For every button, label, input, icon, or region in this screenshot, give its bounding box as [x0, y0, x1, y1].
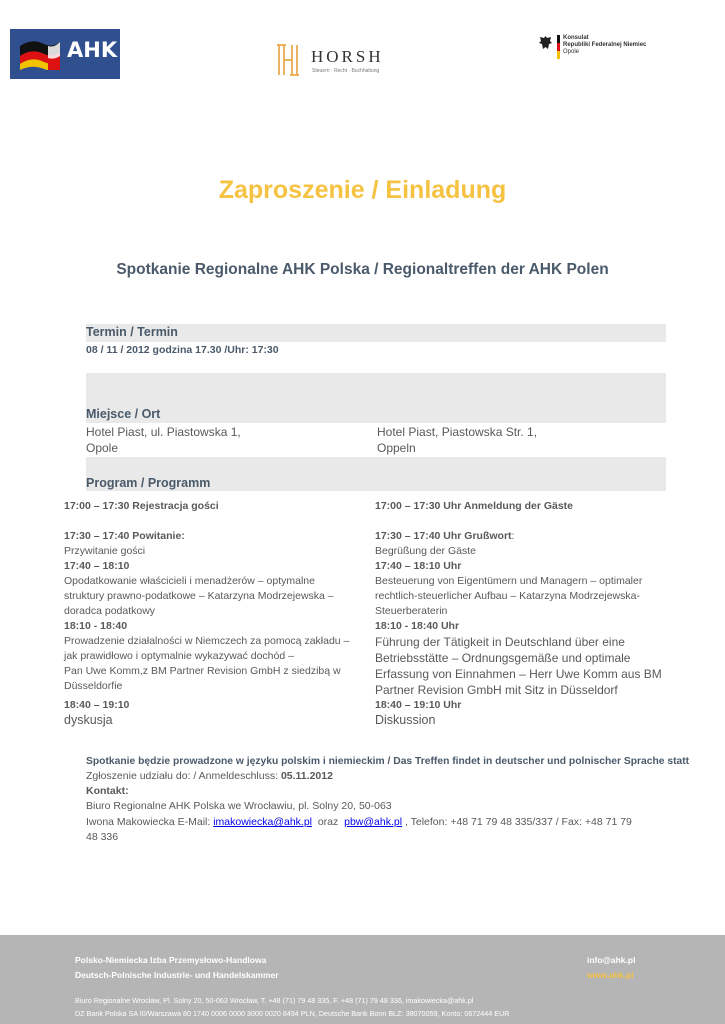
footer: [0, 935, 725, 1024]
miejsce-de: [377, 424, 537, 456]
de-t4-text: Diskussion: [375, 713, 436, 727]
pl-t2-line-2: struktury prawno-podatkowe – Katarzyna Modrzejewska –: [64, 590, 334, 602]
deadline-value: 05.11.2012: [280, 770, 333, 782]
program-pl: [64, 499, 349, 728]
de-registration: 17:00 – 17:30 Uhr Anmeldung der Gäste: [375, 500, 574, 512]
oraz-text: oraz: [312, 816, 345, 828]
contact-person: Iwona Makowiecka E-Mail:: [86, 816, 214, 828]
pl-t2-time: 17:40 – 18:10: [64, 560, 130, 572]
de-t3-line-4: Partner Revision GmbH mit Sitz in Düsseldorf: [375, 683, 618, 697]
pl-t4-text: dyskusja: [64, 713, 113, 727]
ahk-logo: [10, 29, 120, 79]
flag-icon: [20, 38, 60, 70]
pl-t4-time: 18:40 – 19:10: [64, 699, 130, 711]
miejsce-pl: [86, 424, 241, 456]
deadline-line: [86, 769, 333, 784]
de-t3-line-3: Erfassung von Einnahmen – Herr Uwe Komm aus BM: [375, 667, 662, 681]
eagle-icon: [538, 35, 553, 51]
program-label: Program / Programm: [86, 476, 211, 490]
consulate-line-3: Opole: [563, 49, 580, 55]
consulate-line-2: Republiki Federalnej Niemiec: [563, 42, 647, 48]
miejsce-label: Miejsce / Ort: [86, 407, 161, 421]
horsh-name: HORSH: [311, 47, 384, 66]
de-t3-line-2: Betriebsstätte – Ordnungsgemäße und optimale: [375, 651, 631, 665]
de-welcome-text: Begrüßung der Gäste: [375, 545, 476, 557]
de-t2-time: 17:40 – 18:10 Uhr: [375, 560, 462, 572]
phone-cont: 48 336: [86, 831, 119, 843]
pl-t3-line-1: Prowadzenie działalności w Niemczech za pomocą zakładu –: [64, 635, 350, 647]
consulate-logo: [538, 35, 668, 75]
program-de: [375, 499, 662, 728]
de-t2-line-1: Besteuerung von Eigentümern und Managern – optimaler: [375, 575, 643, 587]
deadline-label: Zgłoszenie udziału do: / Anmeldeschluss:: [86, 770, 281, 782]
pl-t2-line-3: doradca podatkowy: [64, 605, 156, 617]
de-welcome-time: 17:30 – 17:40 Uhr Grußwort: [375, 530, 512, 542]
de-t2-line-3: Steuerberaterin: [375, 605, 448, 617]
footer-email: info@ahk.pl: [587, 955, 636, 965]
contact-label: Kontakt:: [86, 785, 129, 797]
miejsce-band: [86, 373, 666, 423]
pl-welcome-text: Przywitanie gości: [64, 545, 146, 557]
de-t4-time: 18:40 – 19:10 Uhr: [375, 699, 462, 711]
pl-registration: 17:00 – 17:30 Rejestracja gości: [64, 500, 219, 512]
german-flag-bar-icon: [557, 35, 560, 59]
pl-t3-line-4: Düsseldorfie: [64, 680, 123, 692]
contact-person-line: [86, 815, 632, 830]
miejsce-de-line-2: Oppeln: [377, 441, 416, 455]
email-link-pbw[interactable]: pbw@ahk.pl: [344, 816, 403, 828]
footer-org-de: Deutsch-Polnische Industrie- und Handelskammer: [75, 970, 279, 980]
consulate-line-1: Konsulat: [563, 35, 589, 41]
footer-bank: DZ Bank Polska SA I0/Warszawa 80 1740 0006 0000 3000 0020 8494 PLN, Deutsche Bank Bonn BLZ: 38070059, Konto: 0672444 EUR: [75, 1009, 510, 1018]
footer-web: www.ahk.pl: [587, 970, 634, 980]
miejsce-de-line-1: Hotel Piast, Piastowska Str. 1,: [377, 425, 538, 439]
phone-text: , Telefon: +48 71 79 48 335/337 / Fax: +48 71 79: [402, 816, 632, 828]
footer-address: Biuro Regionalne Wrocław, Pl. Solny 20, 50-063 Wrocław, T. +48 (71) 79 48 335, F. +48 (71) 79 48 336, imakowiecka@ahk.pl: [75, 996, 474, 1005]
footer-org-pl: Polsko-Niemiecka Izba Przemysłowo-Handlowa: [75, 955, 267, 965]
pl-t3-line-3: Pan Uwe Komm,z BM Partner Revision GmbH z siedzibą w: [64, 665, 341, 677]
termin-value: 08 / 11 / 2012 godzina 17.30 /Uhr: 17:30: [86, 344, 279, 356]
de-t3-line-1: Führung der Tätigkeit in Deutschland über eine: [375, 635, 625, 649]
termin-label: Termin / Termin: [86, 325, 178, 339]
consulate-text: [563, 35, 646, 56]
horsh-mark-icon: [275, 43, 301, 77]
miejsce-pl-line-2: Opole: [86, 441, 119, 455]
pl-t3-line-2: jak prawidłowo i optymalnie wykazywać dochód –: [64, 650, 294, 662]
ahk-logo-text: AHK: [67, 38, 118, 62]
pl-t3-time: 18:10 - 18:40: [64, 620, 128, 632]
page-subtitle: Spotkanie Regionalne AHK Polska / Regionaltreffen der AHK Polen: [116, 261, 609, 278]
de-t2-line-2: rechtlich-steuerlicher Aufbau – Katarzyna Modrzejewska-: [375, 590, 640, 602]
de-welcome-colon: :: [511, 530, 515, 542]
miejsce-pl-line-1: Hotel Piast, ul. Piastowska 1,: [86, 425, 241, 439]
pl-welcome-time: 17:30 – 17:40 Powitanie:: [64, 530, 185, 542]
horsh-tagline: Steuern · Recht · Buchhaltung: [312, 68, 380, 74]
contact-office: Biuro Regionalne AHK Polska we Wrocławiu, pl. Solny 20, 50-063: [86, 800, 392, 812]
language-note: Spotkanie będzie prowadzone w języku polskim i niemieckim / Das Treffen findet in deutscher und polnischer Sprache statt: [86, 756, 690, 767]
page-title: Zaproszenie / Einladung: [218, 176, 507, 204]
email-link-imakowiecka[interactable]: imakowiecka@ahk.pl: [213, 816, 312, 828]
pl-t2-line-1: Opodatkowanie właścicieli i menadżerów – optymalne: [64, 575, 315, 587]
de-t3-time: 18:10 - 18:40 Uhr: [375, 620, 460, 632]
horsh-logo: [275, 43, 405, 83]
